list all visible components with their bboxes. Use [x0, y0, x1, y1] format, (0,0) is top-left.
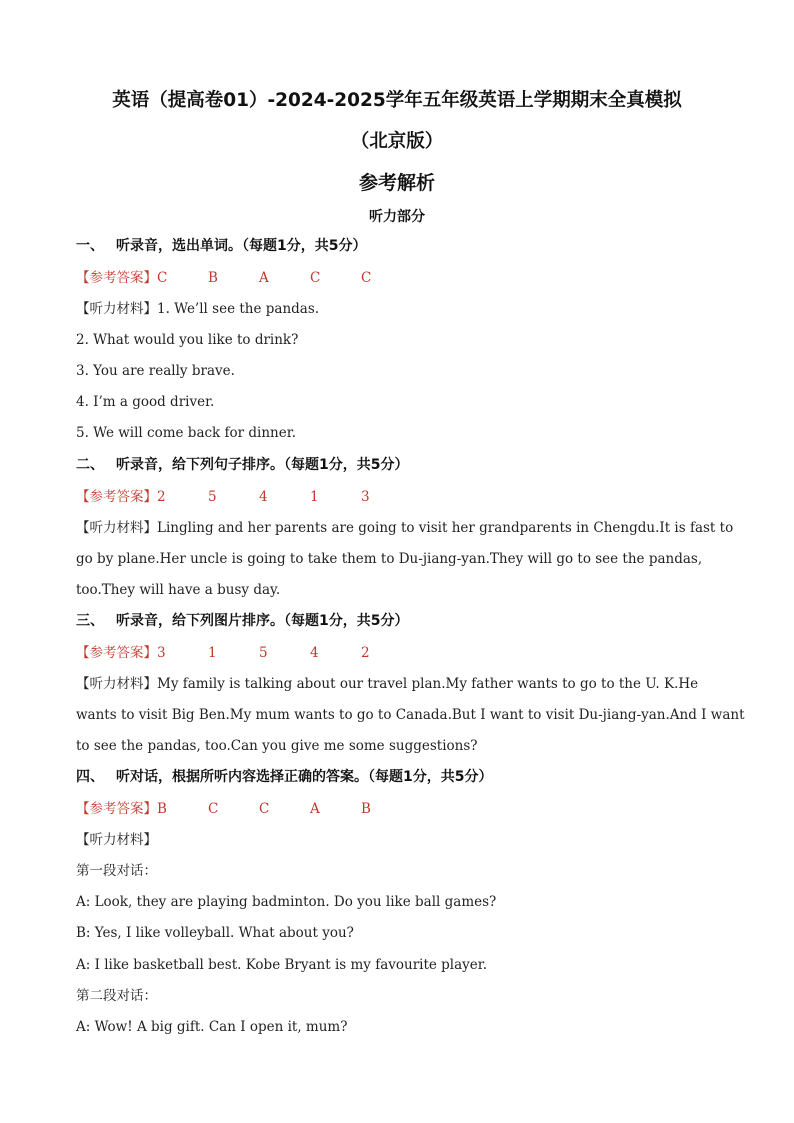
- material-text: 1. We’ll see the pandas.: [157, 301, 320, 317]
- document-heading: 参考解析: [358, 172, 435, 194]
- document-title-edition: （北京版）: [350, 131, 444, 152]
- section-number: 四、: [76, 769, 104, 785]
- dialogue-line: A: Wow! A big gift. Can I open it, mum?: [76, 1019, 348, 1035]
- dialogue-label: 第二段对话：: [76, 988, 157, 1004]
- section-title: 听录音，选出单词。（每题1分，共5分）: [116, 238, 367, 254]
- answer-item: A: [310, 801, 320, 817]
- material-line: [76, 674, 726, 694]
- answer-item: C: [259, 801, 270, 817]
- section-number: 一、: [76, 238, 104, 254]
- material-line: to see the pandas, too.Can you give me some suggestions?: [76, 738, 478, 754]
- section-title: 听录音，给下列句子排序。（每题1分，共5分）: [116, 457, 409, 473]
- material-line: go by plane.Her uncle is going to take them to Du-jiang-yan.They will go to see the pandas,: [76, 551, 703, 567]
- dialogue-label: 第一段对话：: [76, 863, 157, 879]
- material-label: 【听力材料】: [76, 520, 157, 536]
- answer-item: 1: [208, 645, 217, 661]
- dialogue-line: A: I like basketball best. Kobe Bryant is my favourite player.: [76, 957, 488, 973]
- material-line: 4. I’m a good driver.: [76, 394, 215, 410]
- material-label: 【听力材料】: [76, 676, 157, 692]
- material-line: [76, 299, 726, 319]
- answer-item: C: [310, 270, 321, 286]
- section-title: 听录音，给下列图片排序。（每题1分，共5分）: [116, 613, 409, 629]
- section-heading-3: [76, 611, 726, 631]
- material-label-line: [76, 830, 726, 850]
- section-heading-4: [76, 767, 726, 787]
- answer-label: 【参考答案】: [76, 489, 157, 505]
- answer-item: 2: [157, 489, 166, 505]
- document-title: 英语（提高卷01）-2024-2025学年五年级英语上学期期末全真模拟: [112, 90, 682, 111]
- material-label: 【听力材料】: [76, 832, 157, 848]
- answer-item: C: [208, 801, 219, 817]
- material-line: 3. You are really brave.: [76, 363, 235, 379]
- answer-row-2: [76, 487, 726, 507]
- dialogue-line: B: Yes, I like volleyball. What about you?: [76, 925, 354, 941]
- answer-item: 4: [259, 489, 268, 505]
- answer-item: 2: [361, 645, 370, 661]
- document-subheading: 听力部分: [369, 209, 425, 225]
- answer-label: 【参考答案】: [76, 270, 157, 286]
- answer-item: B: [361, 801, 371, 817]
- answer-item: C: [157, 270, 168, 286]
- answer-row-4: [76, 799, 726, 819]
- answer-label: 【参考答案】: [76, 801, 157, 817]
- section-heading-1: [76, 236, 726, 256]
- answer-item: 5: [259, 645, 268, 661]
- material-line: 5. We will come back for dinner.: [76, 425, 296, 441]
- section-number: 三、: [76, 613, 104, 629]
- material-line: 2. What would you like to drink?: [76, 332, 299, 348]
- answer-item: B: [208, 270, 218, 286]
- material-text: My family is talking about our travel plan.My father wants to go to the U. K.He: [157, 676, 699, 692]
- material-label: 【听力材料】: [76, 301, 157, 317]
- material-text: Lingling and her parents are going to visit her grandparents in Chengdu.It is fast to: [157, 520, 734, 536]
- section-number: 二、: [76, 457, 104, 473]
- answer-item: 3: [157, 645, 166, 661]
- answer-row-1: [76, 268, 726, 288]
- answer-item: 5: [208, 489, 217, 505]
- material-line: too.They will have a busy day.: [76, 582, 281, 598]
- section-title: 听对话，根据所听内容选择正确的答案。（每题1分，共5分）: [116, 769, 493, 785]
- answer-item: 1: [310, 489, 319, 505]
- section-heading-2: [76, 455, 726, 475]
- answer-item: A: [259, 270, 269, 286]
- dialogue-line: A: Look, they are playing badminton. Do you like ball games?: [76, 894, 497, 910]
- answer-item: 3: [361, 489, 370, 505]
- answer-item: C: [361, 270, 372, 286]
- answer-item: B: [157, 801, 167, 817]
- material-line: [76, 518, 734, 538]
- material-line: wants to visit Big Ben.My mum wants to go to Canada.But I want to visit Du-jiang-yan.And I want: [76, 707, 745, 723]
- answer-item: 4: [310, 645, 319, 661]
- answer-label: 【参考答案】: [76, 645, 157, 661]
- answer-row-3: [76, 643, 726, 663]
